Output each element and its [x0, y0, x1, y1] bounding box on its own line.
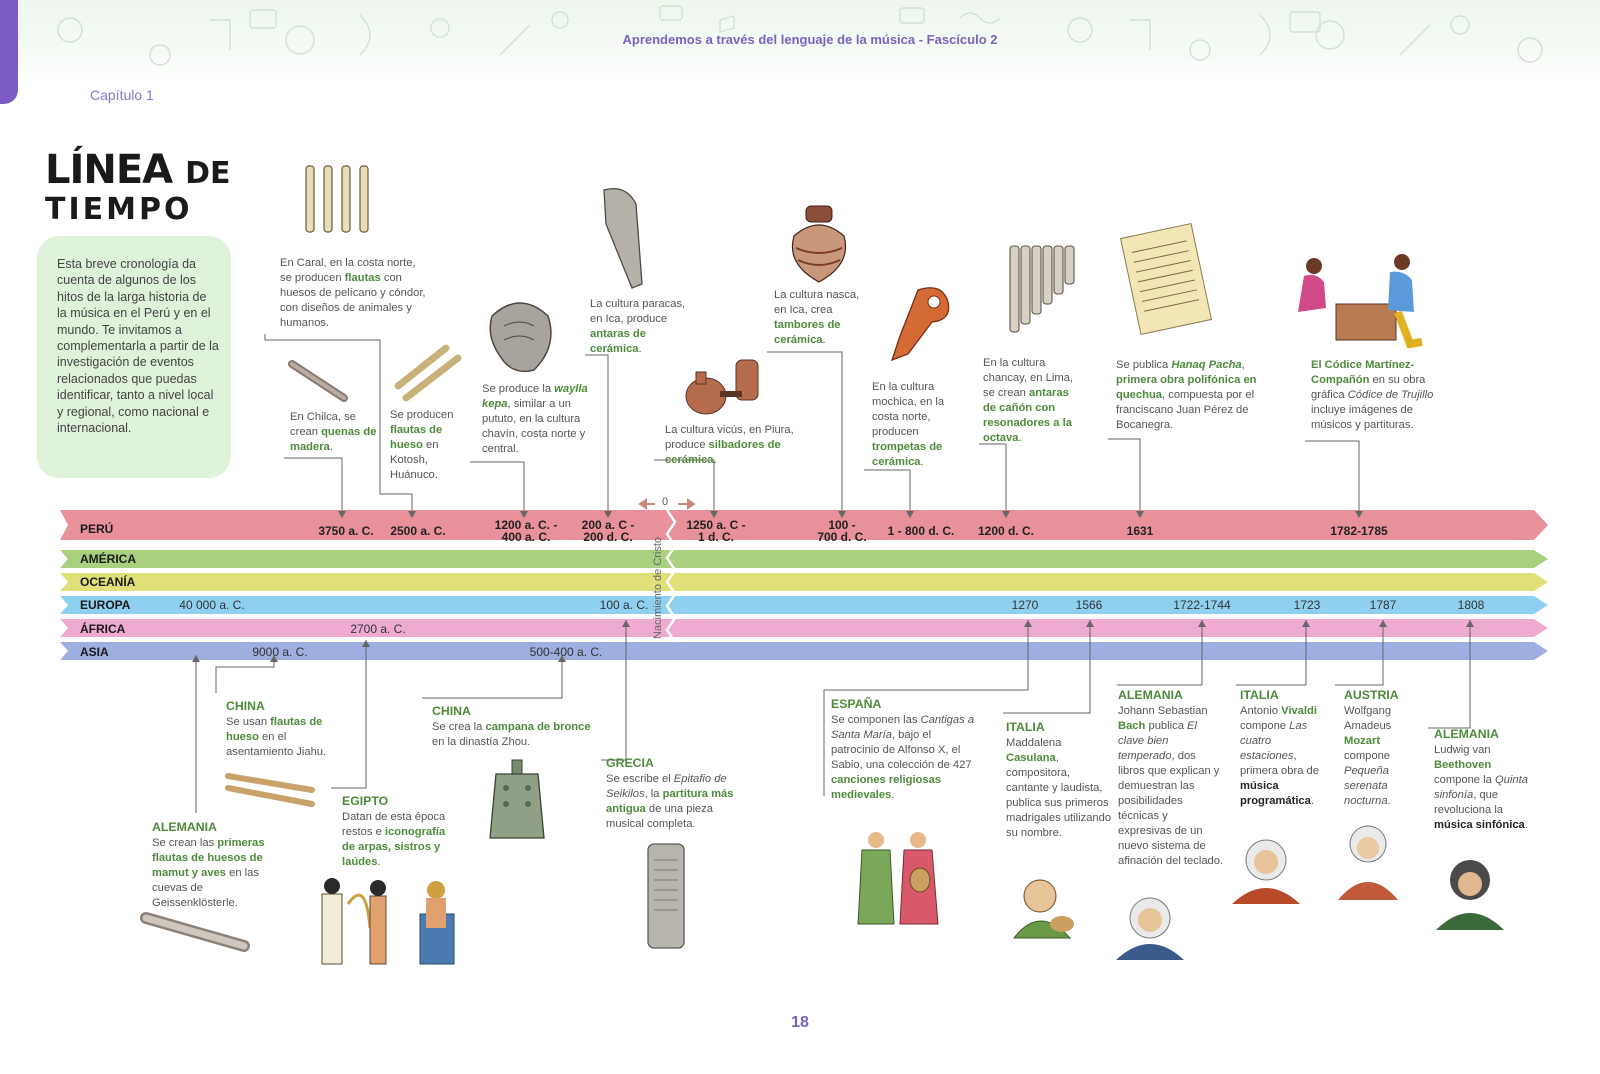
event-codice: El Códice Martínez-Compañón en su obra gráfica Códice de Trujillo incluye imágenes de músicos y partituras.: [1311, 359, 1434, 431]
event-hanaq-pacha: Se publica Hanaq Pacha, primera obra polifónica en quechua, compuesta por el franciscano Juan Pérez de Bocanegra.: [1116, 359, 1257, 431]
event-italia-casulana: ITALIA Maddalena Casulana, compositora, cantante y laudista, publica sus primeros madrigales utilizando su nombre.: [1006, 720, 1112, 839]
date-asia: 9000 a. C.: [252, 645, 308, 659]
ceramic-antara-illustration: [596, 184, 656, 294]
intro-text: Esta breve cronología da cuenta de algunos de los hitos de la larga historia de la música en el Perú y en el mundo. Te invitamos a complementarla a partir de la investigación de eventos relacionados que puedas identificar, tanto a nivel local y regional, como nacional e internacional.: [57, 257, 219, 436]
zero-marker: 0: [662, 496, 669, 508]
date-europa: 100 a. C.: [599, 598, 649, 612]
vivaldi-portrait-illustration: [1226, 836, 1306, 904]
egypt-musicians-illustration: [312, 874, 468, 968]
ceramic-whistle-illustration: [680, 346, 772, 420]
event-chancay: En la cultura chancay, en Lima, se crean antaras de cañón con resonadores a la octava.: [983, 357, 1073, 444]
date-europa: 1566: [1075, 598, 1103, 612]
cantigas-musicians-illustration: [848, 828, 946, 932]
date-peru: 1200 d. C.: [977, 524, 1035, 538]
date-asia: 500-400 a. C.: [529, 645, 603, 659]
bone-flutes-illustration: [300, 160, 380, 240]
event-alemania-flautas: ALEMANIA Se crean las primeras flautas de huesos de mamut y aves en las cuevas de Geissenklösterle.: [152, 820, 265, 909]
date-europa: 1723: [1293, 598, 1321, 612]
date-peru: 1250 a. C - 1 d. C.: [686, 518, 746, 544]
codice-musicians-illustration: [1290, 252, 1430, 348]
date-peru: 200 a. C - 200 d. C.: [581, 518, 635, 544]
waylla-kepa-shell-illustration: [482, 296, 558, 376]
date-europa: 40 000 a. C.: [179, 598, 245, 612]
band-label-asia: ASIA: [80, 645, 109, 659]
page-title-line2: TIEMPO: [45, 192, 193, 227]
event-austria-mozart: AUSTRIA Wolfgang Amadeus Mozart compone Pequeña serenata nocturna.: [1344, 688, 1399, 807]
wooden-quena-illustration: [288, 358, 352, 406]
date-peru: 3750 a. C.: [318, 524, 374, 538]
event-alemania-bach: ALEMANIA Johann Sebastian Bach publica El clave bien temperado, dos libros que explican y demuestran las posibilidades técnicas y expresivas de un nuevo sistema de afinación del teclado.: [1118, 688, 1224, 867]
band-1: [60, 550, 1548, 568]
event-chilca: En Chilca, se crean quenas de madera.: [290, 411, 377, 453]
event-chavin: Se produce la waylla kepa, similar a un pututo, en la cultura chavín, costa norte y central.: [482, 383, 588, 455]
event-alemania-beethoven: ALEMANIA Ludwig van Beethoven compone la Quinta sinfonía, que revoluciona la música sinfónica.: [1434, 727, 1528, 831]
event-mochica: En la cultura mochica, en la costa norte, producen trompetas de cerámica.: [872, 381, 945, 468]
antara-chancay-illustration: [1006, 236, 1076, 340]
date-peru: 2500 a. C.: [390, 524, 446, 538]
event-espana: ESPAÑA Se componen las Cantigas a Santa María, bajo el patrocinio de Alfonso X, el Sabio, una colección de 427 canciones religiosas medievales.: [831, 697, 975, 801]
band-label-america: AMÉRICA: [80, 552, 136, 566]
band-label-oceania: OCEANÍA: [80, 575, 136, 589]
event-china-jiahu: CHINA Se usan flautas de hueso en el asentamiento Jiahu.: [226, 699, 327, 758]
event-china-zhou: CHINA Se crea la campana de bronce en la dinastía Zhou.: [432, 704, 591, 748]
mammoth-flute-illustration: [140, 910, 252, 956]
page-title-line1: LÍNEA DE: [45, 147, 231, 193]
page-number: 18: [791, 1014, 809, 1031]
date-peru: 100 - 700 d. C.: [817, 518, 867, 544]
date-peru: 1 - 800 d. C.: [887, 524, 955, 538]
beethoven-portrait-illustration: [1432, 854, 1508, 930]
chapter-label: Capítulo 1: [90, 87, 154, 103]
date-peru: 1631: [1126, 524, 1154, 538]
event-egipto: EGIPTO Datan de esta época restos e iconografía de arpas, sistros y laúdes.: [342, 794, 446, 868]
band-4: [60, 619, 1548, 637]
jiahu-bone-flutes-illustration: [222, 766, 320, 812]
band-label-africa: ÁFRICA: [80, 622, 126, 636]
date-europa: 1808: [1457, 598, 1485, 612]
publication-title: Aprendemos a través del lenguaje de la música - Fascículo 2: [622, 32, 998, 47]
bone-flutes-kotosh-illustration: [392, 340, 464, 406]
event-vicus: La cultura vicús, en Piura, produce silbadores de cerámica.: [665, 424, 794, 466]
mozart-portrait-illustration: [1334, 820, 1402, 900]
seikilos-stele-illustration: [642, 840, 690, 954]
date-europa: 1270: [1011, 598, 1039, 612]
event-paracas: La cultura paracas, en Ica, produce antaras de cerámica.: [590, 298, 686, 355]
bach-portrait-illustration: [1110, 894, 1190, 960]
date-africa: 2700 a. C.: [350, 622, 406, 636]
date-europa: 1787: [1369, 598, 1397, 612]
ceramic-drum-illustration: [784, 202, 854, 286]
hanaq-pacha-score-illustration: [1120, 222, 1218, 336]
date-peru: 1782-1785: [1330, 524, 1388, 538]
band-label-peru: PERÚ: [80, 522, 114, 536]
event-italia-vivaldi: ITALIA Antonio Vivaldi compone Las cuatro estaciones, primera obra de música programática.: [1240, 688, 1319, 807]
date-europa: 1722-1744: [1173, 598, 1231, 612]
ceramic-trumpet-illustration: [878, 276, 958, 366]
date-peru: 1200 a. C. - 400 a. C.: [494, 518, 558, 544]
event-kotosh: Se producen flautas de hueso en Kotosh, Huánuco.: [390, 409, 454, 481]
bronze-bell-illustration: [486, 758, 548, 840]
casulana-portrait-illustration: [1004, 874, 1084, 940]
band-label-europa: EUROPA: [80, 598, 131, 612]
birth-of-christ-label: Nacimiento de Cristo: [652, 536, 664, 640]
band-2: [60, 573, 1548, 591]
event-grecia: GRECIA Se escribe el Epitafio de Seikilos, la partitura más antigua de una pieza musical completa.: [606, 756, 734, 830]
event-nasca: La cultura nasca, en Ica, crea tambores de cerámica.: [774, 289, 860, 346]
event-caral: En Caral, en la costa norte, se producen flautas con huesos de pelícano y cóndor, con diseños de animales y humanos.: [280, 257, 426, 329]
